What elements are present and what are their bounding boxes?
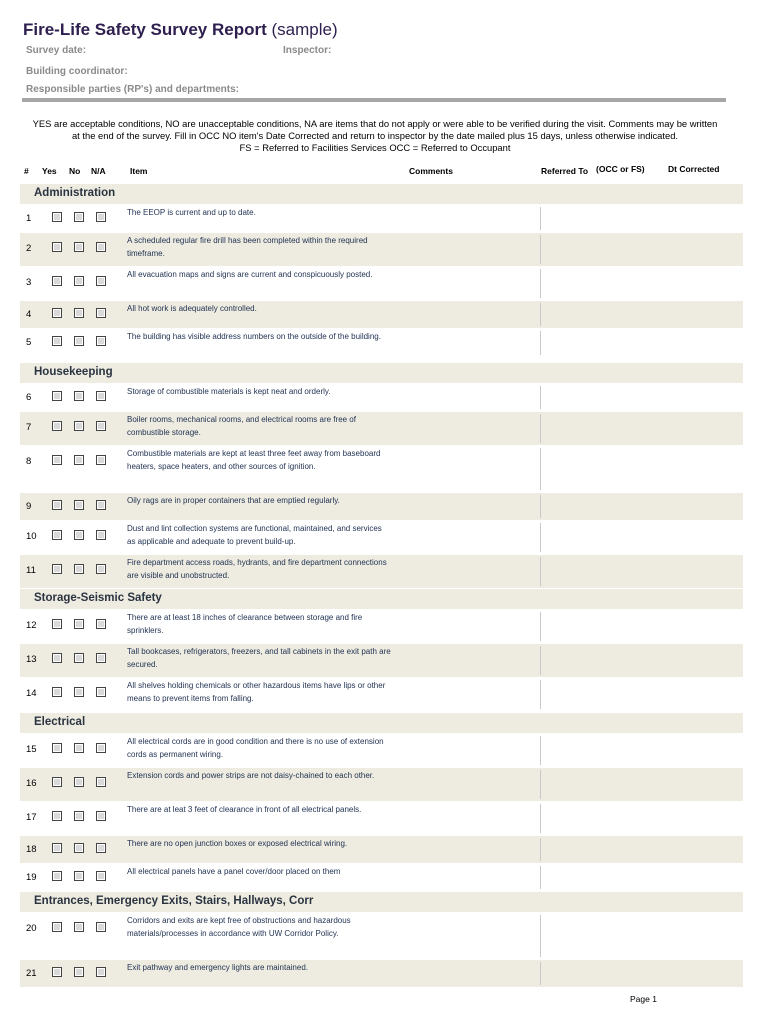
- col-referred: Referred To: [541, 166, 589, 176]
- na-checkbox[interactable]: [96, 687, 106, 697]
- table-row: [20, 384, 743, 411]
- item-text: All electrical panels have a panel cover/door placed on them: [127, 867, 341, 876]
- table-row: [20, 836, 743, 863]
- item-text: All shelves holding chemicals or other hazardous items have lips or other means to prevent items from falling.: [127, 681, 386, 703]
- yes-checkbox[interactable]: [52, 564, 62, 574]
- item-text: Combustible materials are kept at least three feet away from baseboard heaters, space heaters, and other sources of ignition.: [127, 449, 381, 471]
- item-text: There are no open junction boxes or exposed electrical wiring.: [127, 839, 348, 848]
- item-text: Extension cords and power strips are not daisy-chained to each other.: [127, 771, 375, 780]
- yes-checkbox[interactable]: [52, 391, 62, 401]
- na-checkbox[interactable]: [96, 336, 106, 346]
- no-checkbox[interactable]: [74, 336, 84, 346]
- no-checkbox[interactable]: [74, 242, 84, 252]
- item-text: Dust and lint collection systems are functional, maintained, and services as applicable and adequate to prevent build-up.: [127, 524, 382, 546]
- col-referred-sub: (OCC or FS): [596, 164, 645, 174]
- responsible-parties-label: Responsible parties (RP's) and departments:: [26, 84, 239, 95]
- yes-checkbox[interactable]: [52, 871, 62, 881]
- column-divider: [540, 736, 541, 765]
- no-checkbox[interactable]: [74, 871, 84, 881]
- column-divider: [540, 448, 541, 490]
- no-checkbox[interactable]: [74, 811, 84, 821]
- item-number: 17: [26, 812, 37, 823]
- na-checkbox[interactable]: [96, 308, 106, 318]
- column-divider: [540, 770, 541, 799]
- no-checkbox[interactable]: [74, 421, 84, 431]
- item-text: Oily rags are in proper containers that are emptied regularly.: [127, 496, 340, 505]
- yes-checkbox[interactable]: [52, 687, 62, 697]
- item-number: 9: [26, 501, 32, 512]
- yes-checkbox[interactable]: [52, 336, 62, 346]
- item-number: 13: [26, 654, 37, 665]
- no-checkbox[interactable]: [74, 564, 84, 574]
- no-checkbox[interactable]: [74, 212, 84, 222]
- item-number: 8: [26, 456, 32, 467]
- section-title: Housekeeping: [34, 366, 113, 378]
- column-divider: [540, 838, 541, 861]
- item-number: 4: [26, 309, 32, 320]
- no-checkbox[interactable]: [74, 967, 84, 977]
- na-checkbox[interactable]: [96, 276, 106, 286]
- report-title-main: Fire-Life Safety Survey Report: [23, 20, 267, 39]
- item-number: 12: [26, 620, 37, 631]
- item-number: 10: [26, 531, 37, 542]
- item-text: Storage of combustible materials is kept neat and orderly.: [127, 387, 331, 396]
- item-text: Corridors and exits are kept free of obstructions and hazardous materials/processes in accordance with UW Corridor Policy.: [127, 916, 351, 938]
- na-checkbox[interactable]: [96, 843, 106, 853]
- yes-checkbox[interactable]: [52, 843, 62, 853]
- na-checkbox[interactable]: [96, 967, 106, 977]
- na-checkbox[interactable]: [96, 922, 106, 932]
- section-header: [20, 713, 743, 733]
- item-number: 21: [26, 968, 37, 979]
- table-row: [20, 412, 743, 445]
- no-checkbox[interactable]: [74, 922, 84, 932]
- table-row: [20, 678, 743, 711]
- report-title-sub: (sample): [271, 20, 338, 39]
- col-item: Item: [130, 166, 148, 176]
- table-row: [20, 802, 743, 835]
- table-row: [20, 864, 743, 891]
- no-checkbox[interactable]: [74, 653, 84, 663]
- column-divider: [540, 331, 541, 355]
- na-checkbox[interactable]: [96, 455, 106, 465]
- column-divider: [540, 612, 541, 641]
- column-divider: [540, 207, 541, 230]
- no-checkbox[interactable]: [74, 308, 84, 318]
- item-number: 5: [26, 337, 32, 348]
- na-checkbox[interactable]: [96, 242, 106, 252]
- col-no: No: [69, 166, 81, 176]
- item-text: All electrical cords are in good condition and there is no use of extension cords as permanent wiring.: [127, 737, 384, 759]
- column-divider: [540, 303, 541, 326]
- table-row: [20, 233, 743, 266]
- column-divider: [540, 962, 541, 985]
- table-row: [20, 644, 743, 677]
- yes-checkbox[interactable]: [52, 500, 62, 510]
- table-row: [20, 521, 743, 554]
- instructions-line-1: YES are acceptable conditions, NO are unacceptable conditions, NA are items that do not apply or were able to be verified during the visit. Comments may be written: [32, 118, 718, 129]
- table-row: [20, 734, 743, 767]
- na-checkbox[interactable]: [96, 777, 106, 787]
- column-divider: [540, 414, 541, 443]
- no-checkbox[interactable]: [74, 843, 84, 853]
- column-divider: [540, 495, 541, 518]
- no-checkbox[interactable]: [74, 500, 84, 510]
- item-text: Exit pathway and emergency lights are maintained.: [127, 963, 308, 972]
- yes-checkbox[interactable]: [52, 743, 62, 753]
- yes-checkbox[interactable]: [52, 619, 62, 629]
- table-row: [20, 913, 743, 959]
- instructions-line-2: at the end of the survey. Fill in OCC NO item's Date Corrected and return to inspector by the date mailed plus 15 days, unless otherwise indicated.: [71, 130, 679, 141]
- coordinator-label: Building coordinator:: [26, 66, 128, 77]
- item-number: 6: [26, 392, 32, 403]
- na-checkbox[interactable]: [96, 391, 106, 401]
- table-row: [20, 446, 743, 492]
- item-text: The building has visible address numbers on the outside of the building.: [127, 332, 381, 341]
- na-checkbox[interactable]: [96, 653, 106, 663]
- na-checkbox[interactable]: [96, 743, 106, 753]
- column-divider: [540, 680, 541, 709]
- section-header: [20, 363, 743, 383]
- yes-checkbox[interactable]: [52, 212, 62, 222]
- col-yes: Yes: [42, 166, 57, 176]
- col-num: #: [24, 166, 29, 176]
- item-number: 20: [26, 923, 37, 934]
- section-title: Entrances, Emergency Exits, Stairs, Hallways, Corr: [34, 895, 314, 907]
- no-checkbox[interactable]: [74, 530, 84, 540]
- item-number: 15: [26, 744, 37, 755]
- yes-checkbox[interactable]: [52, 276, 62, 286]
- na-checkbox[interactable]: [96, 564, 106, 574]
- item-number: 11: [26, 565, 36, 576]
- section-header: [20, 589, 743, 609]
- item-text: The EEOP is current and up to date.: [127, 208, 256, 217]
- yes-checkbox[interactable]: [52, 967, 62, 977]
- yes-checkbox[interactable]: [52, 455, 62, 465]
- table-row: [20, 267, 743, 300]
- item-number: 3: [26, 277, 32, 288]
- column-divider: [540, 269, 541, 298]
- survey-date-label: Survey date:: [26, 45, 87, 56]
- yes-checkbox[interactable]: [52, 308, 62, 318]
- column-divider: [540, 557, 541, 586]
- table-row: [20, 768, 743, 801]
- item-number: 19: [26, 872, 37, 883]
- col-comments: Comments: [409, 166, 453, 176]
- inspector-label: Inspector:: [283, 45, 332, 56]
- column-divider: [540, 386, 541, 409]
- table-row: [20, 555, 743, 588]
- item-number: 18: [26, 844, 37, 855]
- yes-checkbox[interactable]: [52, 811, 62, 821]
- item-text: All evacuation maps and signs are current and conspicuously posted.: [127, 270, 373, 279]
- section-title: Electrical: [34, 716, 86, 728]
- section-title: Storage-Seismic Safety: [34, 592, 162, 604]
- na-checkbox[interactable]: [96, 500, 106, 510]
- na-checkbox[interactable]: [96, 212, 106, 222]
- table-row: [20, 960, 743, 987]
- yes-checkbox[interactable]: [52, 530, 62, 540]
- item-text: A scheduled regular fire drill has been completed within the required timeframe.: [127, 236, 368, 258]
- item-text: Fire department access roads, hydrants, and fire department connections are visible and unobstructed.: [127, 558, 387, 580]
- column-divider: [540, 523, 541, 552]
- yes-checkbox[interactable]: [52, 421, 62, 431]
- item-text: Tall bookcases, refrigerators, freezers, and tall cabinets in the exit path are secured.: [127, 647, 391, 669]
- yes-checkbox[interactable]: [52, 242, 62, 252]
- column-divider: [540, 646, 541, 675]
- no-checkbox[interactable]: [74, 687, 84, 697]
- col-na: N/A: [91, 166, 106, 176]
- table-row: [20, 610, 743, 643]
- item-number: 16: [26, 778, 37, 789]
- table-row: [20, 301, 743, 328]
- na-checkbox[interactable]: [96, 530, 106, 540]
- section-title: Administration: [34, 187, 116, 199]
- item-text: There are at least 18 inches of clearance between storage and fire sprinklers.: [127, 613, 363, 635]
- no-checkbox[interactable]: [74, 391, 84, 401]
- na-checkbox[interactable]: [96, 619, 106, 629]
- survey-table: [20, 0, 743, 1024]
- no-checkbox[interactable]: [74, 276, 84, 286]
- no-checkbox[interactable]: [74, 743, 84, 753]
- item-number: 1: [26, 213, 32, 224]
- item-number: 14: [26, 688, 37, 699]
- na-checkbox[interactable]: [96, 871, 106, 881]
- table-row: [20, 205, 743, 232]
- no-checkbox[interactable]: [74, 619, 84, 629]
- item-text: All hot work is adequately controlled.: [127, 304, 257, 313]
- column-divider: [540, 235, 541, 264]
- na-checkbox[interactable]: [96, 421, 106, 431]
- column-divider: [540, 915, 541, 957]
- yes-checkbox[interactable]: [52, 653, 62, 663]
- no-checkbox[interactable]: [74, 455, 84, 465]
- column-divider: [540, 866, 541, 889]
- section-header: [20, 892, 743, 912]
- column-divider: [540, 804, 541, 833]
- yes-checkbox[interactable]: [52, 777, 62, 787]
- no-checkbox[interactable]: [74, 777, 84, 787]
- item-number: 7: [26, 422, 32, 433]
- na-checkbox[interactable]: [96, 811, 106, 821]
- table-row: [20, 493, 743, 520]
- yes-checkbox[interactable]: [52, 922, 62, 932]
- instructions-line-3: FS = Referred to Facilities Services OCC = Referred to Occupant: [239, 142, 511, 153]
- col-dt-corrected: Dt Corrected: [668, 164, 720, 174]
- page-number: Page 1: [630, 994, 657, 1004]
- item-number: 2: [26, 243, 32, 254]
- item-text: There are at leat 3 feet of clearance in front of all electrical panels.: [127, 805, 362, 814]
- section-header: [20, 184, 743, 204]
- item-text: Boiler rooms, mechanical rooms, and electrical rooms are free of combustible storage.: [127, 415, 356, 437]
- table-row: [20, 329, 743, 357]
